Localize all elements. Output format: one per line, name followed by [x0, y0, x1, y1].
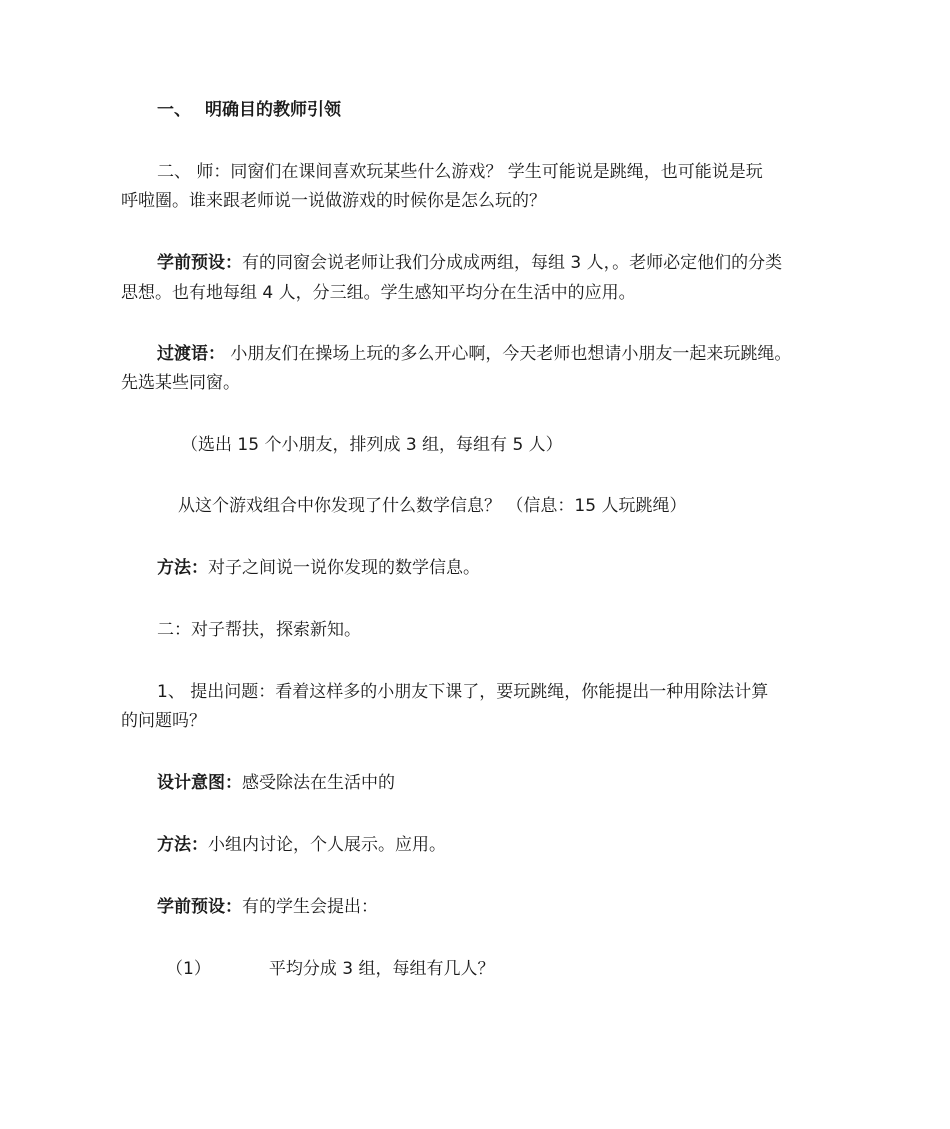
label-design-intent: 设计意图：	[157, 773, 242, 793]
paragraph-text: 有的学生会提出：	[242, 897, 378, 917]
label-preset: 学前预设：	[157, 897, 242, 917]
paragraph-line: 1、 提出问题：看着这样多的小朋友下课了，要玩跳绳，你能提出一种用除法计算	[157, 682, 769, 702]
paragraph-line	[157, 835, 446, 855]
paragraph-line	[157, 253, 782, 273]
paragraph-line: 思想。也有地每组 4 人，分三组。学生感知平均分在生活中的应用。	[121, 283, 636, 303]
paragraph-line: 先选某些同窗。	[121, 373, 240, 393]
heading-number: 一、	[157, 100, 191, 120]
paragraph-line	[157, 773, 395, 793]
paragraph-text: 小组内讨论，个人展示。应用。	[208, 835, 446, 855]
label-method: 方法：	[157, 835, 208, 855]
heading-text: 明确目的教师引领	[205, 100, 341, 120]
paragraph-line	[157, 897, 378, 917]
paragraph-text: 对子之间说一说你发现的数学信息。	[208, 558, 480, 578]
label-method: 方法：	[157, 558, 208, 578]
section-heading	[157, 100, 341, 120]
paragraph-line: 呼啦圈。谁来跟老师说一说做游戏的时候你是怎么玩的？	[121, 191, 546, 211]
paragraph-line: 二：对子帮扶，探索新知。	[157, 620, 361, 640]
paragraph-text: 小朋友们在操场上玩的多么开心啊，今天老师也想请小朋友一起来玩跳绳。	[225, 344, 792, 364]
list-item	[166, 959, 494, 979]
label-transition: 过渡语：	[157, 344, 225, 364]
paragraph-line	[157, 558, 480, 578]
paragraph-line: 二、 师：同窗们在课间喜欢玩某些什么游戏？ 学生可能说是跳绳，也可能说是玩	[157, 162, 763, 182]
list-text: 平均分成 3 组，每组有几人？	[268, 959, 495, 979]
label-preset: 学前预设：	[157, 253, 242, 273]
paragraph-text: 感受除法在生活中的	[242, 773, 395, 793]
paragraph-line: 的问题吗？	[121, 711, 206, 731]
paragraph-line: （选出 15 个小朋友，排列成 3 组，每组有 5 人）	[181, 435, 563, 455]
paragraph-text: 有的同窗会说老师让我们分成成两组，每组 3 人，。老师必定他们的分类	[242, 253, 783, 273]
paragraph-line	[157, 344, 791, 364]
paragraph-line: 从这个游戏组合中你发现了什么数学信息？ （信息：15 人玩跳绳）	[178, 496, 687, 516]
list-number: （1）	[166, 959, 211, 979]
